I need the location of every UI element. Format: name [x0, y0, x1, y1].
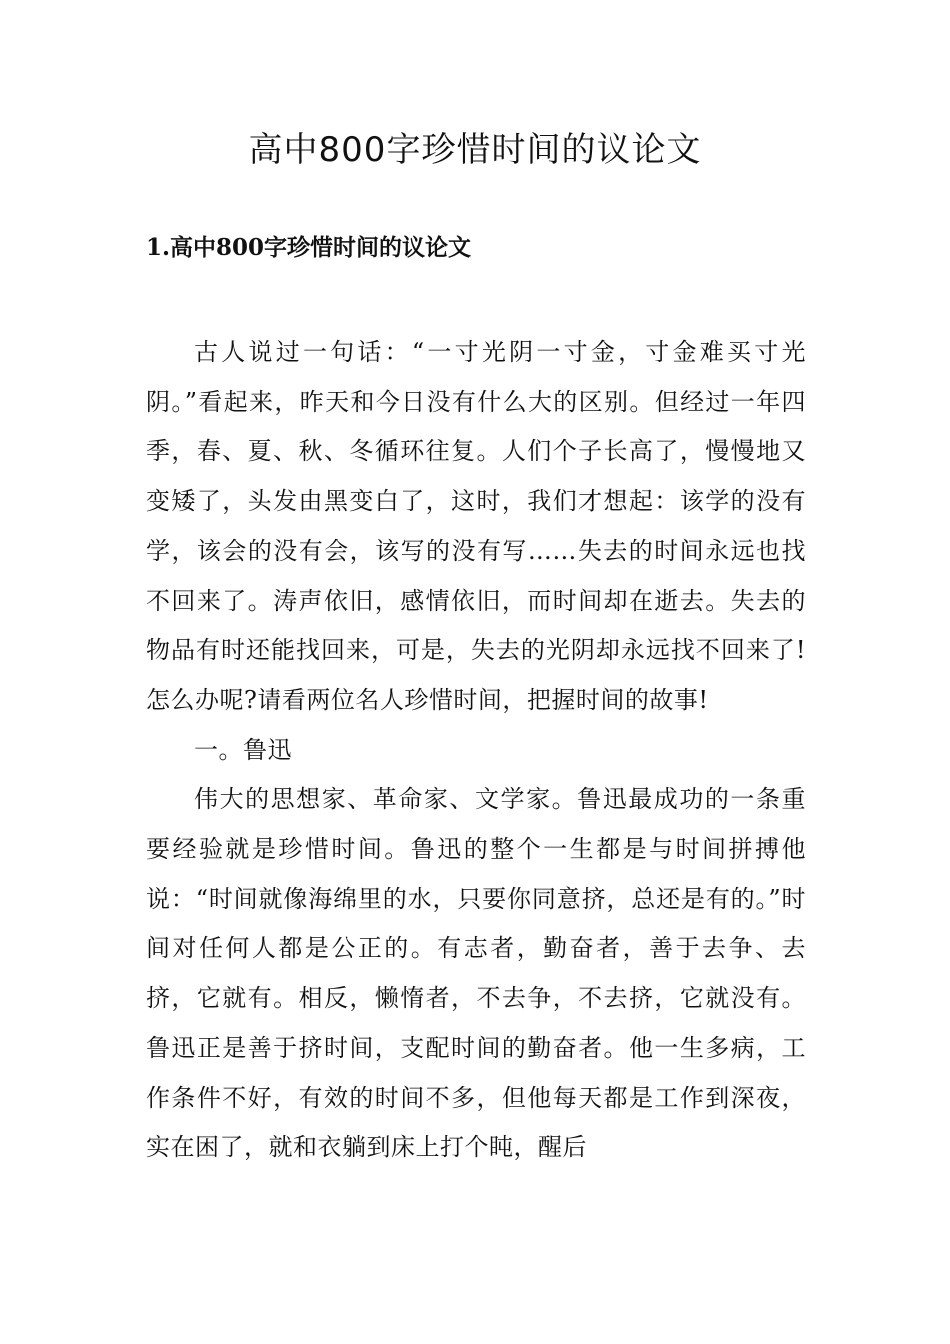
- paragraph-intro: 古人说过一句话：“一寸光阴一寸金，寸金难买寸光阴。”看起来，昨天和今日没有什么大的区别。但经过一年四季，春、夏、秋、冬循环往复。人们个子长高了，慢慢地又变矮了，头发由黑变白了，这时，我们才想起：该学的没有学，该会的没有会，该写的没有写……失去的时间永远也找不回来了。涛声依旧，感情依旧，而时间却在逝去。失去的物品有时还能找回来，可是，失去的光阴却永远找不回来了!怎么办呢?请看两位名人珍惜时间，把握时间的故事!: [146, 338, 806, 714]
- paragraph-luxun: 伟大的思想家、革命家、文学家。鲁迅最成功的一条重要经验就是珍惜时间。鲁迅的整个一生都是与时间拼搏他说：“时间就像海绵里的水，只要你同意挤，总还是有的。”时间对任何人都是公正的。有志者，勤奋者，善于去争、去挤，它就有。相反，懒惰者，不去争，不去挤，它就没有。鲁迅正是善于挤时间，支配时间的勤奋者。他一生多病，工作条件不好，有效的时间不多，但他每天都是工作到深夜，实在困了，就和衣躺到床上打个盹，醒后: [146, 785, 806, 1162]
- body-text: [146, 328, 806, 1173]
- paragraph-subheading-luxun: 一。鲁迅: [194, 735, 292, 764]
- section-heading: 1.高中800字珍惜时间的议论文: [146, 234, 472, 261]
- document-title: 高中800字珍惜时间的议论文: [248, 130, 702, 170]
